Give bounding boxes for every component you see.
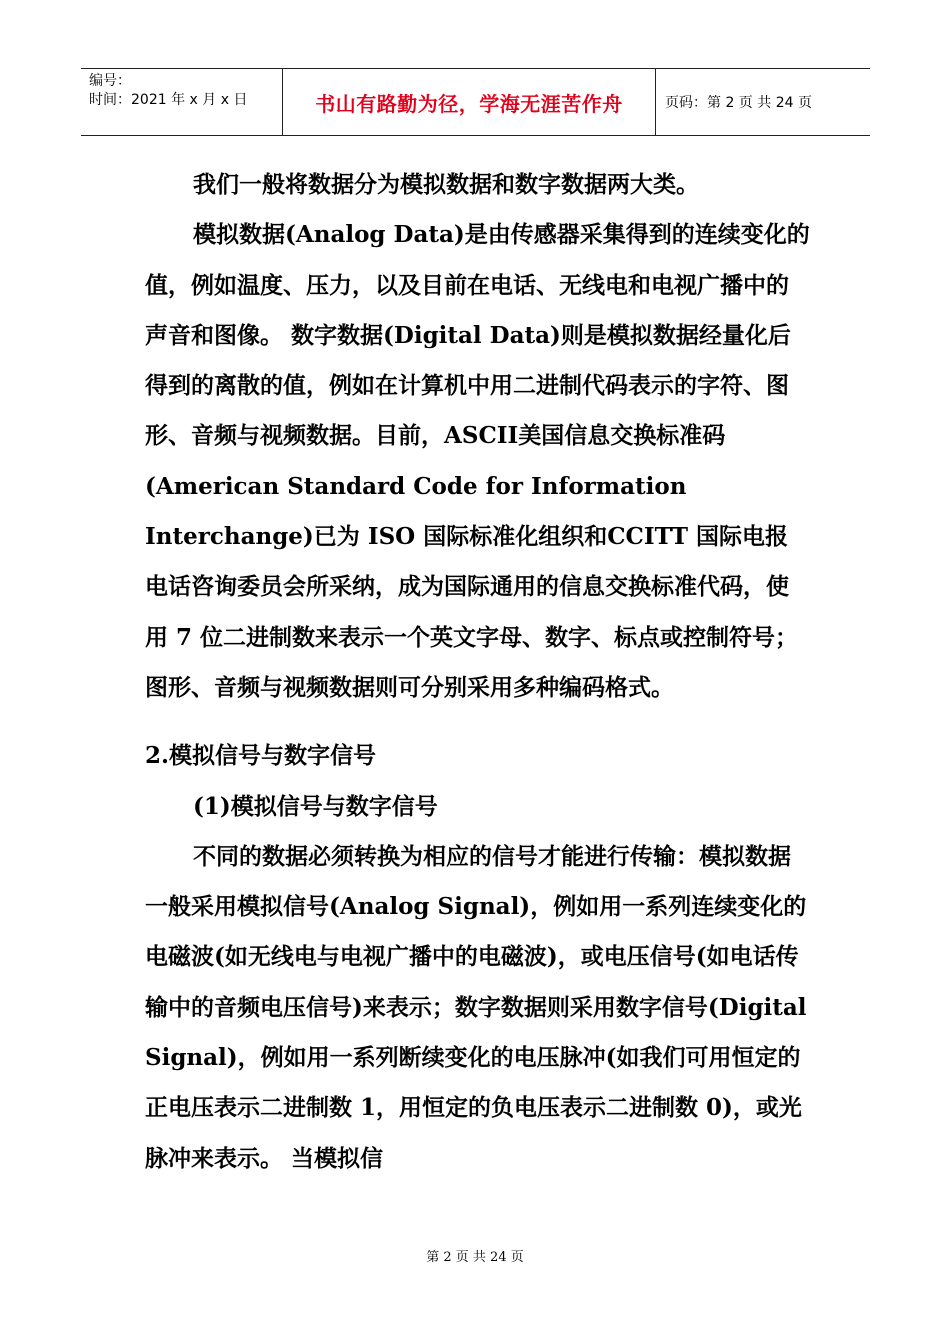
header-motto-cell [282, 69, 656, 135]
paragraph-analog-digital-data: 模拟数据(Analog Data)是由传感器采集得到的连续变化的值，例如温度、压力，以及目前在电话、无线电和电视广播中的声音和图像。 数字数据(Digital Data)则是模拟数据经量化后得到的离散的值，例如在计算机中用二进制代码表示的字符、图形、音频与视频数据。目前，ASCII美国信息交换标准码(American Standard Code for Information Interchange)已为 ISO 国际标准化组织和CCITT 国际电报电话咨询委员会所采纳，成为国际通用的信息交换标准代码，使用 7 位二进制数来表示一个英文字母、数字、标点或控制符号；图形、音频与视频数据则可分别采用多种编码格式。 [145, 221, 810, 701]
paragraph-intro: 我们一般将数据分为模拟数据和数字数据两大类。 [193, 171, 699, 198]
document-body [145, 160, 810, 1184]
document-number-label: 编号： [89, 73, 131, 89]
header-motto: 书山有路勤为径，学海无涯苦作舟 [315, 91, 623, 116]
document-time: 时间：2021 年 x 月 x 日 [89, 92, 248, 108]
paragraph-signals: 不同的数据必须转换为相应的信号才能进行传输：模拟数据一般采用模拟信号(Analog Signal)，例如用一系列连续变化的电磁波(如无线电与电视广播中的电磁波)，或电压信号(如电话传输中的音频电压信号)来表示；数字数据则采用数字信号(Digital Signal)，例如用一系列断续变化的电压脉冲(如我们可用恒定的正电压表示二进制数 1，用恒定的负电压表示二进制数 0)，或光脉冲来表示。 当模拟信 [145, 842, 807, 1172]
section-heading: 2.模拟信号与数字信号 [145, 742, 377, 770]
header-meta [81, 69, 282, 135]
header-page-info: 页码：第 2 页 共 24 页 [665, 95, 812, 111]
subsection-heading: (1)模拟信号与数字信号 [193, 792, 438, 820]
page-footer: 第 2 页 共 24 页 [426, 1250, 524, 1265]
document-header [81, 68, 870, 136]
